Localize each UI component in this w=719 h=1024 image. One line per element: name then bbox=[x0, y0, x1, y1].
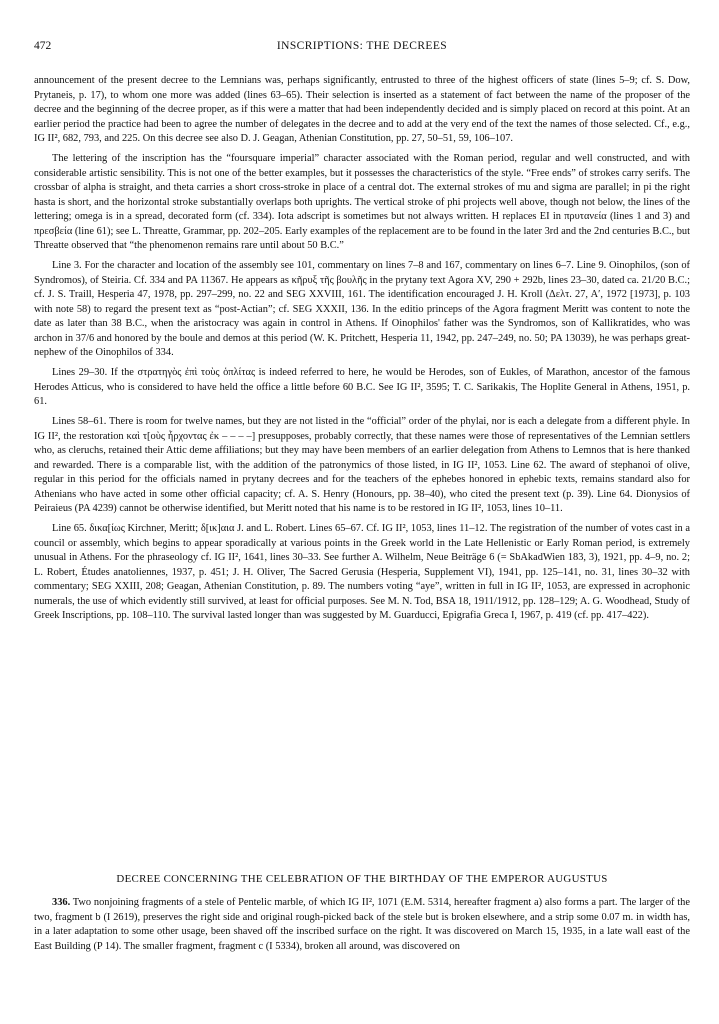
entry-number: 336. bbox=[52, 897, 71, 908]
section-title: DECREE CONCERNING THE CELEBRATION OF THE BIRTHDAY OF THE EMPEROR AUGUSTUS bbox=[116, 873, 608, 885]
entry-text: Two nonjoining fragments of a stele of Pentelic marble, of which IG II², 1071 (E.M. 5314, hereafter fragment a) also forms a part. The larger of the two, fragment b (I 2619), preserves the right side and original rough-picked back of the stele but is broken elsewhere, and a strip some 0.07 m. in width has, in a later adaptation to some other usage, been shaved off the inscribed surface on the right. It was discovered on March 15, 1935, in a late wall east of the East Building (P 14). The smaller fragment, fragment c (I 5334), broken all around, was discovered on bbox=[34, 897, 690, 952]
section-paragraph bbox=[34, 896, 690, 954]
page-number: 472 bbox=[34, 40, 52, 52]
running-title: INSCRIPTIONS: THE DECREES bbox=[276, 40, 448, 52]
paragraph-4: Lines 29–30. If the στρατηγὸς ἐπὶ τοὺς ὁπλίτας is indeed referred to here, he would be Herodes, son of Eukles, of Marathon, ancestor of the famous Herodes Atticus, who is considered to have held the office a little before 60 B.C. See IG II², 3595; T. C. Sarikakis, The Hoplite General in Athens, 1951, p. 61. bbox=[34, 367, 690, 407]
paragraph-2: The lettering of the inscription has the “foursquare imperial” character associated with the Roman period, regular and well constructed, and with considerable artistic sensibility. This is not one of the better examples, but it possesses the characteristics of the style. “Free ends” of strokes carry serifs. The crossbar of alpha is straight, and theta carries a short cross-stroke in place of a central dot. The external strokes of mu and sigma are parallel; in pi the right hasta is short, and the horizontal stroke substantially overlaps both uprights. The vertical stroke of phi projects well above, though not below, the lines of the lettering; omega is in a spread, decorated form (cf. 334). Iota adscript is sometimes but not always written. H replaces EI in πρυτανεία (lines 1 and 3) and πρεσβεία (line 61); see L. Threatte, Grammar, pp. 202–205. Early examples of the replacement are to be found in the later 3rd and the 2nd centuries B.C., but Threatte observed that “the phenomenon remains rare until about 50 B.C.” bbox=[34, 153, 690, 251]
commentary-body bbox=[34, 74, 690, 629]
paragraph-3: Line 3. For the character and location of the assembly see 101, commentary on lines 7–8 and 167, commentary on lines 6–7. Line 9. Oinophilos, (son of Syndromos), of Steiria. Cf. 334 and PA 11367. He appears as κῆρυξ τῆς βουλῆς in the prytany text Agora XV, 290 + 292b, lines 23–30, dated ca. 21/20 B.C.; cf. J. S. Traill, Hesperia 47, 1978, pp. 297–299, no. 22 and SEG XXVIII, 161. The identification encouraged J. H. Kroll (Δελτ. 27, Α′, 1972 [1973], p. 103 with note 58) to regard the present text as “post-Actian”; cf. SEG XXXII, 136. In the editio princeps of the Agora fragment Meritt was content to note the date as later than 38 B.C., when the aristocracy was again in control in Athens. If Oinophilos' father was the Syndromos, son of Kallikratides, who was archon in 37/6 and honored by the boule and demos at this period (W. K. Pritchett, Hesperia 11, 1942, pp. 247–249, no. 50; PA 13039), he was perhaps great-nephew of the Oinophilos of 334. bbox=[34, 260, 690, 358]
document-page bbox=[34, 40, 690, 952]
page-header bbox=[34, 40, 690, 62]
paragraph-6: Line 65. δικα[ίως Kirchner, Meritt; δ[ικ]αια J. and L. Robert. Lines 65–67. Cf. IG II², 1053, lines 11–12. The registration of the number of votes cast in a council or assembly, which begins to appear sporadically at various points in the Greek world in the Late Hellenistic or Early Roman period, is extremely unusual in Athens. For the phraseology cf. IG II², 1641, lines 30–33. See further A. Wilhelm, Neue Beiträge 6 (= SbAkadWien 183, 3), 1921, pp. 4–9, no. 2; L. Robert, Études anatoliennes, 1937, p. 451; J. H. Oliver, The Sacred Gerusia (Hesperia, Supplement VI), 1941, pp. 125–141, no. 31, lines 30–32 with commentary; SEG XXIII, 208; Geagan, Athenian Constitution, p. 89. The numbers voting “aye”, written in full in IG II², 1053, are expressed in acrophonic numerals, the use of which evidently still survived, at least for official purposes. See M. N. Tod, BSA 18, 1911/1912, pp. 128–129; A. G. Woodhead, Study of Greek Inscriptions, pp. 108–110. The survival lasted longer than was suggested by M. Guarducci, Epigrafia Greca I, 1967, p. 419 (cf. pp. 417–422). bbox=[34, 523, 690, 621]
paragraph-1: announcement of the present decree to the Lemnians was, perhaps significantly, entrusted to three of the highest officers of state (lines 5–9; cf. S. Dow, Prytaneis, p. 17), to whom one more was added (lines 63–65). Their selection is inserted as a statement of fact between the name of the proposer of the decree and the beginning of the decree proper, as if this were a matter that had been independently decided and is simply placed on record at this point. At an earlier period the practice had been to agree the number of delegates in the decree and to add at the very end of the text the names of those selected. Cf., e.g., IG II², 682, 793, and 225. On this decree see also D. J. Geagan, Athenian Constitution, pp. 27, 50–51, 59, 106–107. bbox=[34, 75, 690, 144]
section-body bbox=[34, 896, 690, 954]
paragraph-5: Lines 58–61. There is room for twelve names, but they are not listed in the “official” order of the phylai, nor is each a delegate from a different phyle. In IG II², the restoration καὶ τ[οὺς ἦρχοντας ἐκ – – – –] presupposes, probably correctly, that these names were those of representatives of the Lemnian settlers who, as cleruchs, retained their Attic deme affiliations; but they may have been members of an earlier delegation from Athens to Lemnos that is here thanked and rewarded. There is a comparable list, with the addition of the patronymics of those listed, in IG II², 1053. Line 62. The award of stephanoi of olive, regular in this period for the officials named in prytany decrees and for the teachers of the ephebes honored in ephebic texts, remains standard also for Athenians who have acted in some other official capacity; cf. A. S. Henry (Honours, pp. 38–40), who cited the present text (p. 39). Line 64. Dionysios of Peiraieus (PA 4239) cannot be otherwise identified, but Meritt noted that his name is to be restored in IG II², 1053, lines 10–11. bbox=[34, 416, 690, 514]
